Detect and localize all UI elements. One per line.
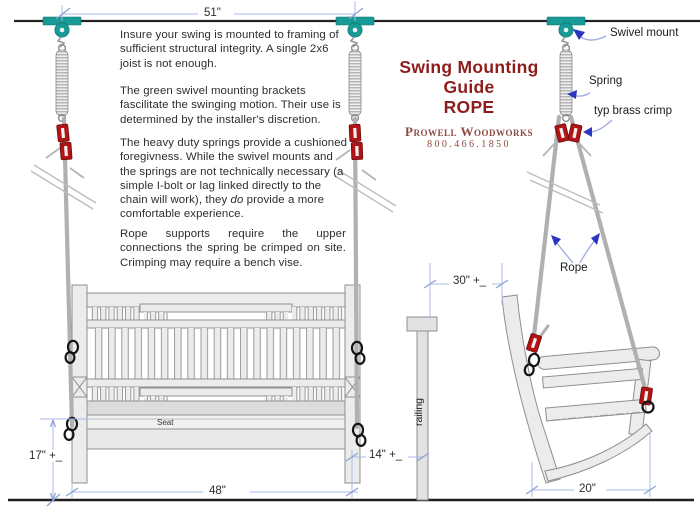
upper-slats-right [292,307,343,321]
upper-inset-slats-right [264,312,288,320]
label-seat: Seat [157,418,174,427]
brass-crimp [60,142,72,160]
lower-inset-slats-right [264,396,288,401]
dim-seat-height: 17" +_ [26,450,65,462]
mid-rail [87,320,345,328]
tall-slats [92,328,342,379]
brand-phone: 800.466.1850 [427,139,511,150]
note-springs [120,136,348,222]
swivel-mount-spring-left [43,17,81,121]
note-structural: Insure your swing is mounted to framing of sufficient structural integrity. A single 2x6 joist is not enough. [120,29,339,70]
dimension-30in [424,263,508,317]
lower-slats-left [90,387,140,401]
upper-slats-left [90,307,140,321]
lower-rail [87,379,345,387]
note-swivel-brackets: The green swivel mounting brackets fascilitate the swinging motion. Their use is determined by the installer's discretion. [120,85,341,126]
bolt-x-plate-left [72,377,87,397]
label-brass-crimp: typ brass crimp [594,105,672,117]
brass-crimp [568,124,582,143]
seat-rail-upper [542,368,643,388]
rope-arrows [551,233,600,263]
brass-crimp [349,124,361,142]
inset-rail-upper [140,304,292,312]
label-railing: railing [413,397,425,426]
brass-crimp [57,124,70,142]
dim-seat-depth: 20" [576,483,599,495]
dim-seat-width: 48" [206,485,229,497]
rope-left [64,119,72,426]
lower-slats-right [292,387,343,401]
swing-side-view [502,295,660,483]
note-springs-text: The heavy duty springs provide a cushioned foregivness. While the swivel mounts and the springs are not technically necessary (a simple I-bolt or lag linked directly to the chain will work), they [120,137,348,207]
brass-crimp [351,142,363,159]
note-rope-crimp: Rope supports require the upper connections the spring be crimped on site. Crimping may require a bench vise. [120,228,346,269]
guide-title [378,57,560,117]
note-springs-text-end: provide a more comfortable experience. [120,194,325,221]
label-swivel-mount: Swivel mount [610,27,679,39]
inset-rail-lower [140,388,292,396]
rope-middle [355,119,357,427]
swing-front-view [72,285,360,483]
note-springs-italic: do [230,194,244,207]
seat-band [87,415,345,429]
guide-title-line1: Swing Mounting Guide [399,57,539,97]
dim-railing-clearance: 14" +_ [366,449,405,461]
lower-inset-slats-left [144,396,168,401]
back-bottom-band [87,401,345,415]
swivel-mount-arrow [573,29,606,40]
bottom-skirt [545,424,652,481]
brand-name: Prowell Woodworks [405,124,533,139]
apron [87,429,345,449]
dim-railing-offset: 30" +_ [450,275,489,287]
brass-crimp-arrow [583,120,612,137]
label-spring: Spring [589,75,623,87]
back-stile [502,295,560,483]
dim-overhead-span: 51" [201,7,224,19]
guide-title-line2: ROPE [443,97,495,117]
label-rope: Rope [560,262,588,274]
brass-crimp [526,333,542,353]
upper-inset-slats-left [144,312,168,320]
